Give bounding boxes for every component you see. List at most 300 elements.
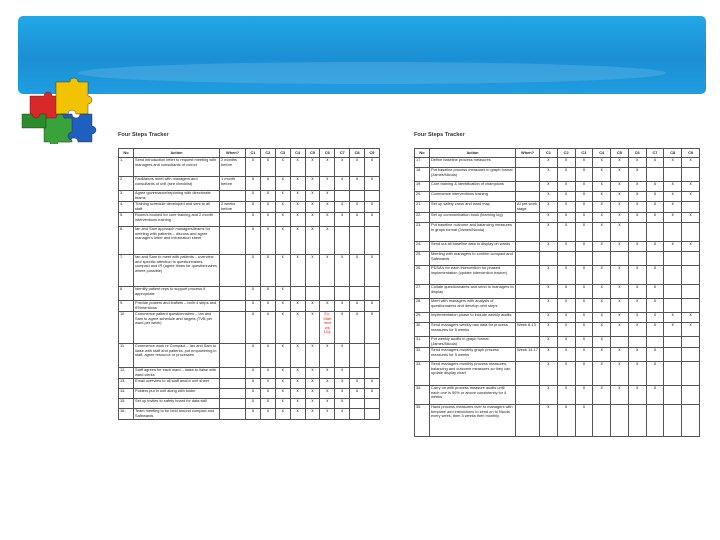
cohort-cell: x bbox=[557, 385, 575, 404]
cohort-cell: x bbox=[246, 367, 261, 378]
cohort-cell: x bbox=[540, 347, 558, 361]
cohort-cell bbox=[646, 167, 664, 181]
cohort-cell: x bbox=[335, 311, 350, 343]
cohort-cell: x bbox=[320, 254, 335, 286]
action-text: Meeting with managers to confirm compact and Safewards bbox=[430, 251, 516, 265]
when-text bbox=[516, 385, 540, 404]
doc-title: Four Steps Tracker bbox=[118, 132, 169, 138]
cohort-cell: x bbox=[365, 300, 380, 311]
cohort-cell: x bbox=[305, 388, 320, 398]
cohort-cell: x bbox=[275, 286, 290, 300]
when-text bbox=[220, 226, 246, 254]
cohort-cell: x bbox=[260, 311, 275, 343]
row-number: 35. bbox=[415, 404, 430, 436]
cohort-cell: x bbox=[290, 254, 305, 286]
cohort-cell bbox=[611, 336, 629, 347]
column-header: C7 bbox=[335, 149, 350, 158]
cohort-cell: x bbox=[246, 201, 261, 212]
column-header: C1 bbox=[540, 149, 558, 158]
cohort-cell: x bbox=[540, 181, 558, 191]
table-row bbox=[415, 191, 700, 201]
cohort-cell: x bbox=[557, 361, 575, 385]
cohort-cell: x bbox=[290, 378, 305, 388]
table-row bbox=[119, 300, 380, 311]
table-row bbox=[415, 361, 700, 385]
column-header: C6 bbox=[320, 149, 335, 158]
cohort-cell bbox=[664, 361, 682, 385]
when-text bbox=[516, 167, 540, 181]
when-text bbox=[220, 300, 246, 311]
cohort-cell bbox=[628, 222, 646, 241]
cohort-cell: x bbox=[305, 408, 320, 419]
cohort-cell: x bbox=[664, 241, 682, 251]
cohort-cell: x bbox=[365, 254, 380, 286]
table-row bbox=[119, 157, 380, 176]
cohort-cell: x bbox=[290, 367, 305, 378]
table-row bbox=[119, 226, 380, 254]
when-text bbox=[220, 254, 246, 286]
cohort-cell: x bbox=[646, 298, 664, 312]
row-number: 22. bbox=[415, 212, 430, 222]
cohort-cell: x bbox=[557, 404, 575, 436]
row-number: 16. bbox=[119, 408, 134, 419]
cohort-cell: x bbox=[628, 284, 646, 298]
when-text: 2 weeks before bbox=[220, 201, 246, 212]
header-banner bbox=[18, 16, 706, 94]
when-text bbox=[220, 378, 246, 388]
cohort-cell bbox=[682, 222, 700, 241]
cohort-cell: x bbox=[540, 298, 558, 312]
cohort-cell: x bbox=[540, 201, 558, 212]
cohort-cell: x bbox=[664, 201, 682, 212]
cohort-cell: x bbox=[320, 388, 335, 398]
table-row bbox=[119, 254, 380, 286]
cohort-cell: x bbox=[557, 312, 575, 322]
cohort-cell: x bbox=[290, 408, 305, 419]
cohort-cell: x bbox=[540, 284, 558, 298]
cohort-cell: x bbox=[575, 181, 593, 191]
cohort-cell: x bbox=[557, 347, 575, 361]
cohort-cell bbox=[540, 251, 558, 265]
action-text: Posters put in unit along with folder bbox=[134, 388, 220, 398]
cohort-cell: x bbox=[575, 191, 593, 201]
table-row bbox=[415, 336, 700, 347]
cohort-cell bbox=[335, 226, 350, 254]
cohort-cell: x bbox=[275, 190, 290, 201]
when-text bbox=[220, 212, 246, 226]
when-text bbox=[516, 181, 540, 191]
cohort-cell: x bbox=[335, 201, 350, 212]
when-text bbox=[516, 298, 540, 312]
table-row bbox=[415, 404, 700, 436]
cohort-cell: x bbox=[540, 361, 558, 385]
column-header: Action bbox=[430, 149, 516, 158]
status-note: Ex-Start next wk 1/11 bbox=[320, 311, 335, 343]
cohort-cell: x bbox=[260, 212, 275, 226]
column-header: C4 bbox=[593, 149, 611, 158]
cohort-cell: x bbox=[275, 300, 290, 311]
action-text: Put weekly audits in graph format (James/Nicola) bbox=[430, 336, 516, 347]
action-text: Send managers monthly graph process measures for 5 weeks bbox=[430, 347, 516, 361]
cohort-cell: x bbox=[350, 311, 365, 343]
cohort-cell: x bbox=[260, 388, 275, 398]
table-row bbox=[415, 167, 700, 181]
cohort-cell: x bbox=[540, 385, 558, 404]
action-text: Implementation phase to include weekly audits bbox=[430, 312, 516, 322]
row-number: 31. bbox=[415, 336, 430, 347]
cohort-cell: x bbox=[611, 157, 629, 167]
cohort-cell bbox=[320, 286, 335, 300]
cohort-cell bbox=[335, 286, 350, 300]
cohort-cell bbox=[557, 251, 575, 265]
cohort-cell bbox=[664, 251, 682, 265]
cohort-cell: x bbox=[305, 190, 320, 201]
row-number: 30. bbox=[415, 322, 430, 336]
table-row bbox=[119, 408, 380, 419]
cohort-cell: x bbox=[593, 222, 611, 241]
cohort-cell: x bbox=[275, 398, 290, 408]
cohort-cell: x bbox=[335, 176, 350, 190]
cohort-cell: x bbox=[628, 322, 646, 336]
cohort-cell: x bbox=[575, 298, 593, 312]
cohort-cell bbox=[350, 190, 365, 201]
row-number: 4. bbox=[119, 201, 134, 212]
cohort-cell: x bbox=[593, 265, 611, 284]
row-number: 25. bbox=[415, 251, 430, 265]
when-text bbox=[220, 367, 246, 378]
cohort-cell: x bbox=[593, 167, 611, 181]
table-row bbox=[119, 286, 380, 300]
cohort-cell: x bbox=[335, 367, 350, 378]
cohort-cell bbox=[593, 404, 611, 436]
cohort-cell bbox=[664, 347, 682, 361]
tracker-document-left bbox=[118, 128, 380, 420]
cohort-cell bbox=[628, 336, 646, 347]
cohort-cell: x bbox=[335, 388, 350, 398]
cohort-cell: x bbox=[593, 336, 611, 347]
cohort-cell: x bbox=[593, 201, 611, 212]
cohort-cell: x bbox=[290, 311, 305, 343]
row-number: 34. bbox=[415, 385, 430, 404]
cohort-cell: x bbox=[557, 201, 575, 212]
table-row bbox=[415, 241, 700, 251]
cohort-cell: x bbox=[365, 176, 380, 190]
column-header: C1 bbox=[246, 149, 261, 158]
action-text: Ian and Sam to meet with patients – overview and specific attention to questionnaires, compact and IR (agree times for questionnaires where possible) bbox=[134, 254, 220, 286]
cohort-cell: x bbox=[575, 347, 593, 361]
column-header: C3 bbox=[275, 149, 290, 158]
cohort-cell bbox=[664, 222, 682, 241]
cohort-cell: x bbox=[350, 157, 365, 176]
cohort-cell bbox=[350, 343, 365, 367]
when-text bbox=[516, 361, 540, 385]
cohort-cell: x bbox=[290, 176, 305, 190]
cohort-cell bbox=[682, 404, 700, 436]
cohort-cell: x bbox=[540, 322, 558, 336]
cohort-cell: x bbox=[260, 176, 275, 190]
row-number: 28. bbox=[415, 298, 430, 312]
row-number: 10. bbox=[119, 311, 134, 343]
row-number: 24. bbox=[415, 241, 430, 251]
action-text: Set up safety cross and ward map bbox=[430, 201, 516, 212]
cohort-cell bbox=[646, 336, 664, 347]
cohort-cell: x bbox=[290, 300, 305, 311]
cohort-cell: x bbox=[611, 222, 629, 241]
cohort-cell: x bbox=[628, 347, 646, 361]
cohort-cell bbox=[365, 286, 380, 300]
cohort-cell: x bbox=[290, 343, 305, 367]
row-number: 11. bbox=[119, 343, 134, 367]
cohort-cell: x bbox=[540, 312, 558, 322]
cohort-cell: x bbox=[335, 343, 350, 367]
cohort-cell: x bbox=[628, 241, 646, 251]
cohort-cell: x bbox=[246, 286, 261, 300]
cohort-cell: x bbox=[575, 361, 593, 385]
cohort-cell: x bbox=[350, 254, 365, 286]
cohort-cell: x bbox=[611, 212, 629, 222]
cohort-cell: x bbox=[540, 336, 558, 347]
cohort-cell: x bbox=[557, 212, 575, 222]
cohort-cell: x bbox=[246, 398, 261, 408]
cohort-cell: x bbox=[664, 157, 682, 167]
when-text bbox=[516, 251, 540, 265]
cohort-cell bbox=[593, 251, 611, 265]
cohort-cell bbox=[682, 361, 700, 385]
row-number: 13. bbox=[119, 378, 134, 388]
cohort-cell: x bbox=[646, 385, 664, 404]
cohort-cell: x bbox=[290, 201, 305, 212]
cohort-cell: x bbox=[575, 241, 593, 251]
cohort-cell: x bbox=[575, 404, 593, 436]
cohort-cell bbox=[335, 190, 350, 201]
cohort-cell: x bbox=[275, 201, 290, 212]
action-text: Send managers monthly process measures, balancing and outcome measures so they can update display chart bbox=[430, 361, 516, 385]
cohort-cell: x bbox=[246, 212, 261, 226]
when-text: 1 month before bbox=[220, 176, 246, 190]
action-text: Hand process measures over to managers with template and instructions to send on to Nicola every week, then 3 weeks then monthly bbox=[430, 404, 516, 436]
action-text: Team meeting to be held around compact and Safewards bbox=[134, 408, 220, 419]
cohort-cell: x bbox=[305, 226, 320, 254]
cohort-cell: x bbox=[593, 385, 611, 404]
table-row bbox=[415, 284, 700, 298]
table-row bbox=[119, 398, 380, 408]
cohort-cell bbox=[628, 404, 646, 436]
when-text bbox=[220, 311, 246, 343]
cohort-cell bbox=[350, 367, 365, 378]
action-text: Send out all baseline data to display on wards bbox=[430, 241, 516, 251]
cohort-cell: x bbox=[305, 254, 320, 286]
cohort-cell: x bbox=[682, 212, 700, 222]
row-number: 12. bbox=[119, 367, 134, 378]
row-number: 32. bbox=[415, 347, 430, 361]
cohort-cell: x bbox=[646, 212, 664, 222]
column-header: No bbox=[415, 149, 430, 158]
action-text: Core training & identification of champions bbox=[430, 181, 516, 191]
action-text: Email overview to all staff and/or unit sheet bbox=[134, 378, 220, 388]
table-row bbox=[119, 190, 380, 201]
cohort-cell: x bbox=[260, 226, 275, 254]
cohort-cell: x bbox=[275, 226, 290, 254]
row-number: 2. bbox=[119, 176, 134, 190]
cohort-cell: x bbox=[628, 312, 646, 322]
cohort-cell bbox=[682, 336, 700, 347]
row-number: 6. bbox=[119, 226, 134, 254]
table-row bbox=[415, 222, 700, 241]
table-row bbox=[415, 212, 700, 222]
cohort-cell bbox=[682, 167, 700, 181]
cohort-cell: x bbox=[611, 167, 629, 181]
cohort-cell: x bbox=[275, 388, 290, 398]
column-header: C8 bbox=[664, 149, 682, 158]
cohort-cell: x bbox=[275, 176, 290, 190]
cohort-cell: x bbox=[575, 336, 593, 347]
cohort-cell: x bbox=[320, 378, 335, 388]
table-row bbox=[415, 298, 700, 312]
cohort-cell: x bbox=[646, 312, 664, 322]
cohort-cell: x bbox=[365, 212, 380, 226]
when-text bbox=[516, 212, 540, 222]
cohort-cell: x bbox=[664, 312, 682, 322]
cohort-cell: x bbox=[320, 190, 335, 201]
column-header: C5 bbox=[305, 149, 320, 158]
table-row bbox=[415, 181, 700, 191]
table-row bbox=[415, 201, 700, 212]
cohort-cell: x bbox=[320, 212, 335, 226]
cohort-cell bbox=[365, 343, 380, 367]
cohort-cell: x bbox=[575, 167, 593, 181]
table-row bbox=[415, 157, 700, 167]
cohort-cell: x bbox=[682, 181, 700, 191]
cohort-cell: x bbox=[260, 201, 275, 212]
cohort-cell bbox=[305, 286, 320, 300]
cohort-cell bbox=[682, 265, 700, 284]
cohort-cell: x bbox=[350, 300, 365, 311]
table-header-row bbox=[119, 149, 380, 158]
action-text: Room/s booked for core training and 2 month interventions training bbox=[134, 212, 220, 226]
puzzle-pieces-icon bbox=[16, 74, 102, 144]
when-text bbox=[516, 404, 540, 436]
cohort-cell: x bbox=[305, 378, 320, 388]
cohort-cell bbox=[682, 201, 700, 212]
cohort-cell: x bbox=[365, 388, 380, 398]
action-text: Staff agrees for each ward – liaise to liaise with ward clerks bbox=[134, 367, 220, 378]
cohort-cell bbox=[575, 251, 593, 265]
cohort-cell: x bbox=[611, 312, 629, 322]
row-number: 21. bbox=[415, 201, 430, 212]
cohort-cell: x bbox=[246, 157, 261, 176]
cohort-cell: x bbox=[290, 398, 305, 408]
cohort-cell: x bbox=[593, 191, 611, 201]
cohort-cell bbox=[365, 190, 380, 201]
table-row bbox=[415, 251, 700, 265]
row-number: 9. bbox=[119, 300, 134, 311]
column-header: C5 bbox=[611, 149, 629, 158]
cohort-cell: x bbox=[320, 398, 335, 408]
cohort-cell: x bbox=[365, 378, 380, 388]
when-text bbox=[516, 157, 540, 167]
cohort-cell: x bbox=[305, 176, 320, 190]
cohort-cell: x bbox=[260, 254, 275, 286]
cohort-cell: x bbox=[320, 176, 335, 190]
cohort-cell: x bbox=[335, 398, 350, 408]
when-text bbox=[516, 336, 540, 347]
cohort-cell: x bbox=[350, 176, 365, 190]
cohort-cell bbox=[365, 398, 380, 408]
cohort-cell bbox=[365, 226, 380, 254]
cohort-cell: x bbox=[540, 191, 558, 201]
cohort-cell: x bbox=[320, 300, 335, 311]
cohort-cell: x bbox=[646, 181, 664, 191]
table-row bbox=[119, 201, 380, 212]
action-text: Facilitators meet with managers and consultants of unit (see checklist) bbox=[134, 176, 220, 190]
tracker-document-right bbox=[414, 128, 700, 437]
cohort-cell bbox=[664, 265, 682, 284]
cohort-cell bbox=[628, 251, 646, 265]
cohort-cell: x bbox=[575, 265, 593, 284]
column-header: C4 bbox=[290, 149, 305, 158]
cohort-cell: x bbox=[593, 322, 611, 336]
cohort-cell: x bbox=[246, 311, 261, 343]
column-header: No bbox=[119, 149, 134, 158]
cohort-cell: x bbox=[593, 181, 611, 191]
cohort-cell bbox=[682, 284, 700, 298]
cohort-cell: x bbox=[682, 241, 700, 251]
cohort-cell bbox=[664, 404, 682, 436]
action-text: Carry on with process measure audits until each one is 90% or above consistently for 4 weeks bbox=[430, 385, 516, 404]
cohort-cell: x bbox=[275, 311, 290, 343]
cohort-cell: x bbox=[557, 167, 575, 181]
cohort-cell: x bbox=[246, 190, 261, 201]
action-text: Set up communication book (learning log) bbox=[430, 212, 516, 222]
cohort-cell: x bbox=[350, 378, 365, 388]
cohort-cell bbox=[682, 251, 700, 265]
table-row bbox=[119, 343, 380, 367]
row-number: 5. bbox=[119, 212, 134, 226]
cohort-cell: x bbox=[664, 191, 682, 201]
when-text: Week 8-13 bbox=[516, 322, 540, 336]
cohort-cell: x bbox=[305, 398, 320, 408]
column-header: C9 bbox=[365, 149, 380, 158]
cohort-cell: x bbox=[260, 190, 275, 201]
cohort-cell: x bbox=[305, 157, 320, 176]
cohort-cell: x bbox=[350, 201, 365, 212]
cohort-cell: x bbox=[611, 322, 629, 336]
cohort-cell: x bbox=[305, 212, 320, 226]
cohort-cell: x bbox=[628, 157, 646, 167]
cohort-cell: x bbox=[275, 378, 290, 388]
cohort-cell: x bbox=[628, 212, 646, 222]
row-number: 27. bbox=[415, 284, 430, 298]
cohort-cell: x bbox=[682, 157, 700, 167]
cohort-cell: x bbox=[575, 385, 593, 404]
cohort-cell: x bbox=[593, 347, 611, 361]
cohort-cell: x bbox=[540, 265, 558, 284]
cohort-cell: x bbox=[350, 388, 365, 398]
row-number: 19. bbox=[415, 181, 430, 191]
cohort-cell: x bbox=[593, 284, 611, 298]
cohort-cell: x bbox=[682, 322, 700, 336]
action-text: Training schedule developed and sent to all staff bbox=[134, 201, 220, 212]
cohort-cell: x bbox=[540, 212, 558, 222]
cohort-cell: x bbox=[335, 157, 350, 176]
cohort-cell: x bbox=[646, 347, 664, 361]
cohort-cell bbox=[682, 347, 700, 361]
cohort-cell: x bbox=[628, 361, 646, 385]
cohort-cell: x bbox=[646, 361, 664, 385]
cohort-cell: x bbox=[593, 361, 611, 385]
cohort-cell: x bbox=[320, 226, 335, 254]
row-number: 23. bbox=[415, 222, 430, 241]
